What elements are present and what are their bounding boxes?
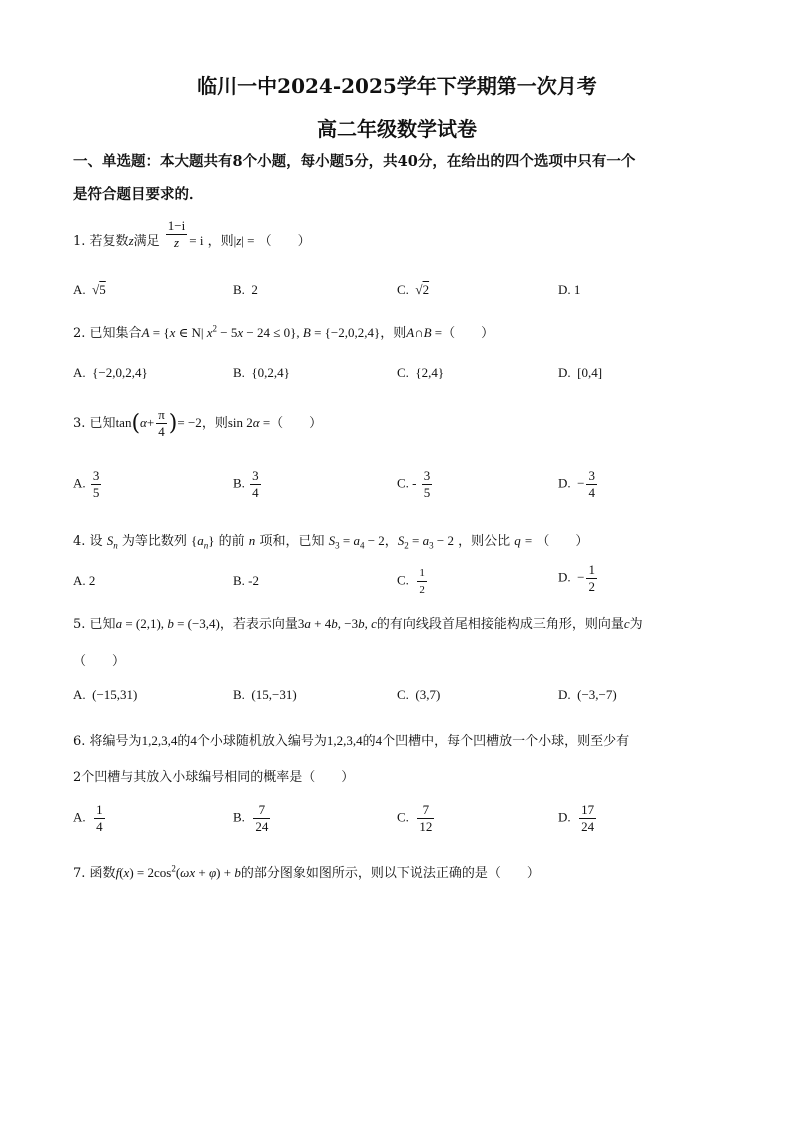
q6-option-a[interactable]: A. $\frac{1}{4}$ <box>73 802 103 834</box>
q6-option-d[interactable]: D. $\frac{17}{24}$ <box>558 802 595 834</box>
question-1: 1. 若复数z满足 $\frac{1-i}{z}$ = i ，则|z| = （ ） <box>73 218 311 250</box>
q4-option-a[interactable]: A. 2 <box>73 573 96 588</box>
q2-option-b[interactable]: B. {0,2,4} <box>233 365 290 380</box>
q2-option-d[interactable]: D. [0,4] <box>558 365 603 380</box>
q2-option-c[interactable]: C. {2,4} <box>397 365 445 380</box>
q3-option-b[interactable]: B. $\frac{3}{4}$ <box>233 468 259 500</box>
question-6: 6. 将编号为1,2,3,4的4个小球随机放入编号为1,2,3,4的4个凹槽中，每个凹槽放一个小球，则至少有 <box>73 733 630 749</box>
q4-option-c[interactable]: C. $\frac{1}{2}$ <box>397 567 425 596</box>
q5-option-a[interactable]: A. (−15,31) <box>73 687 138 702</box>
question-6-line2: 2个凹槽与其放入小球编号相同的概率是（ ） <box>73 770 355 785</box>
q5-option-b[interactable]: B. (15,−31) <box>233 687 297 702</box>
q5-option-d[interactable]: D. (−3,−7) <box>558 687 617 702</box>
q5-option-c[interactable]: C. (3,7) <box>397 687 441 702</box>
q3-option-c[interactable]: C. - $\frac{3}{5}$ <box>397 468 431 500</box>
question-5-line2: （ ） <box>73 654 126 669</box>
q2-option-a[interactable]: A. {−2,0,2,4} <box>73 365 148 380</box>
q4-option-b[interactable]: B. -2 <box>233 573 259 588</box>
question-number: 6. <box>73 734 86 749</box>
question-number: 2. <box>73 326 86 341</box>
q1-option-c[interactable]: C. √2 <box>397 282 430 297</box>
q1-option-b[interactable]: B. 2 <box>233 282 258 297</box>
section-heading-line1: 一、单选题：本大题共有8个小题，每小题5分，共40分，在给出的四个选项中只有一个 <box>73 153 636 170</box>
question-number: 1. <box>73 234 86 249</box>
q4-option-d[interactable]: D. − $\frac{1}{2}$ <box>558 562 595 594</box>
question-number: 7. <box>73 866 86 881</box>
exam-title: 临川一中2024-2025学年下学期第一次月考 <box>197 74 597 98</box>
question-7: 7. 函数$f(x) = 2\cos^2(\omega x + \varphi) + b$的部分图象如图所示，则以下说法正确的是（ ） <box>73 863 540 881</box>
question-number: 4. <box>73 534 86 549</box>
q6-option-c[interactable]: C. $\frac{7}{12}$ <box>397 802 433 834</box>
q6-option-b[interactable]: B. $\frac{7}{24}$ <box>233 802 269 834</box>
q1-option-a[interactable]: A. √5 <box>73 282 106 297</box>
question-4: 4. 设 $S_n$ 为等比数列 $\{a_n\}$ 的前 n 项和，已知 $S_3 = a_4 - 2$，$S_2 = a_3 - 2$ ，则公比 q = （ ） <box>73 533 589 551</box>
question-number: 3. <box>73 416 86 431</box>
exam-subtitle: 高二年级数学试卷 <box>317 117 477 141</box>
q3-option-a[interactable]: A. $\frac{3}{5}$ <box>73 468 100 500</box>
question-2: 2. 已知集合A = {x ∈ N| $x^2 - 5x - 24 \le 0$}, B = {−2,0,2,4}，则A∩B =（ ） <box>73 323 495 341</box>
q3-option-d[interactable]: D. − $\frac{3}{4}$ <box>558 468 595 500</box>
question-3: 3. 已知tan(α+ $\frac{\pi}{4}$ )= −2，则sin 2α =（ ） <box>73 407 323 439</box>
q1-option-d[interactable]: D. 1 <box>558 282 581 297</box>
question-number: 5. <box>73 617 86 632</box>
section-heading-line2: 是符合题目要求的． <box>73 186 204 203</box>
question-5: 5. 已知a = (2,1), b = (−3,4)，若表示向量3a + 4b, −3b, c的有向线段首尾相接能构成三角形，则向量c为 <box>73 616 643 632</box>
